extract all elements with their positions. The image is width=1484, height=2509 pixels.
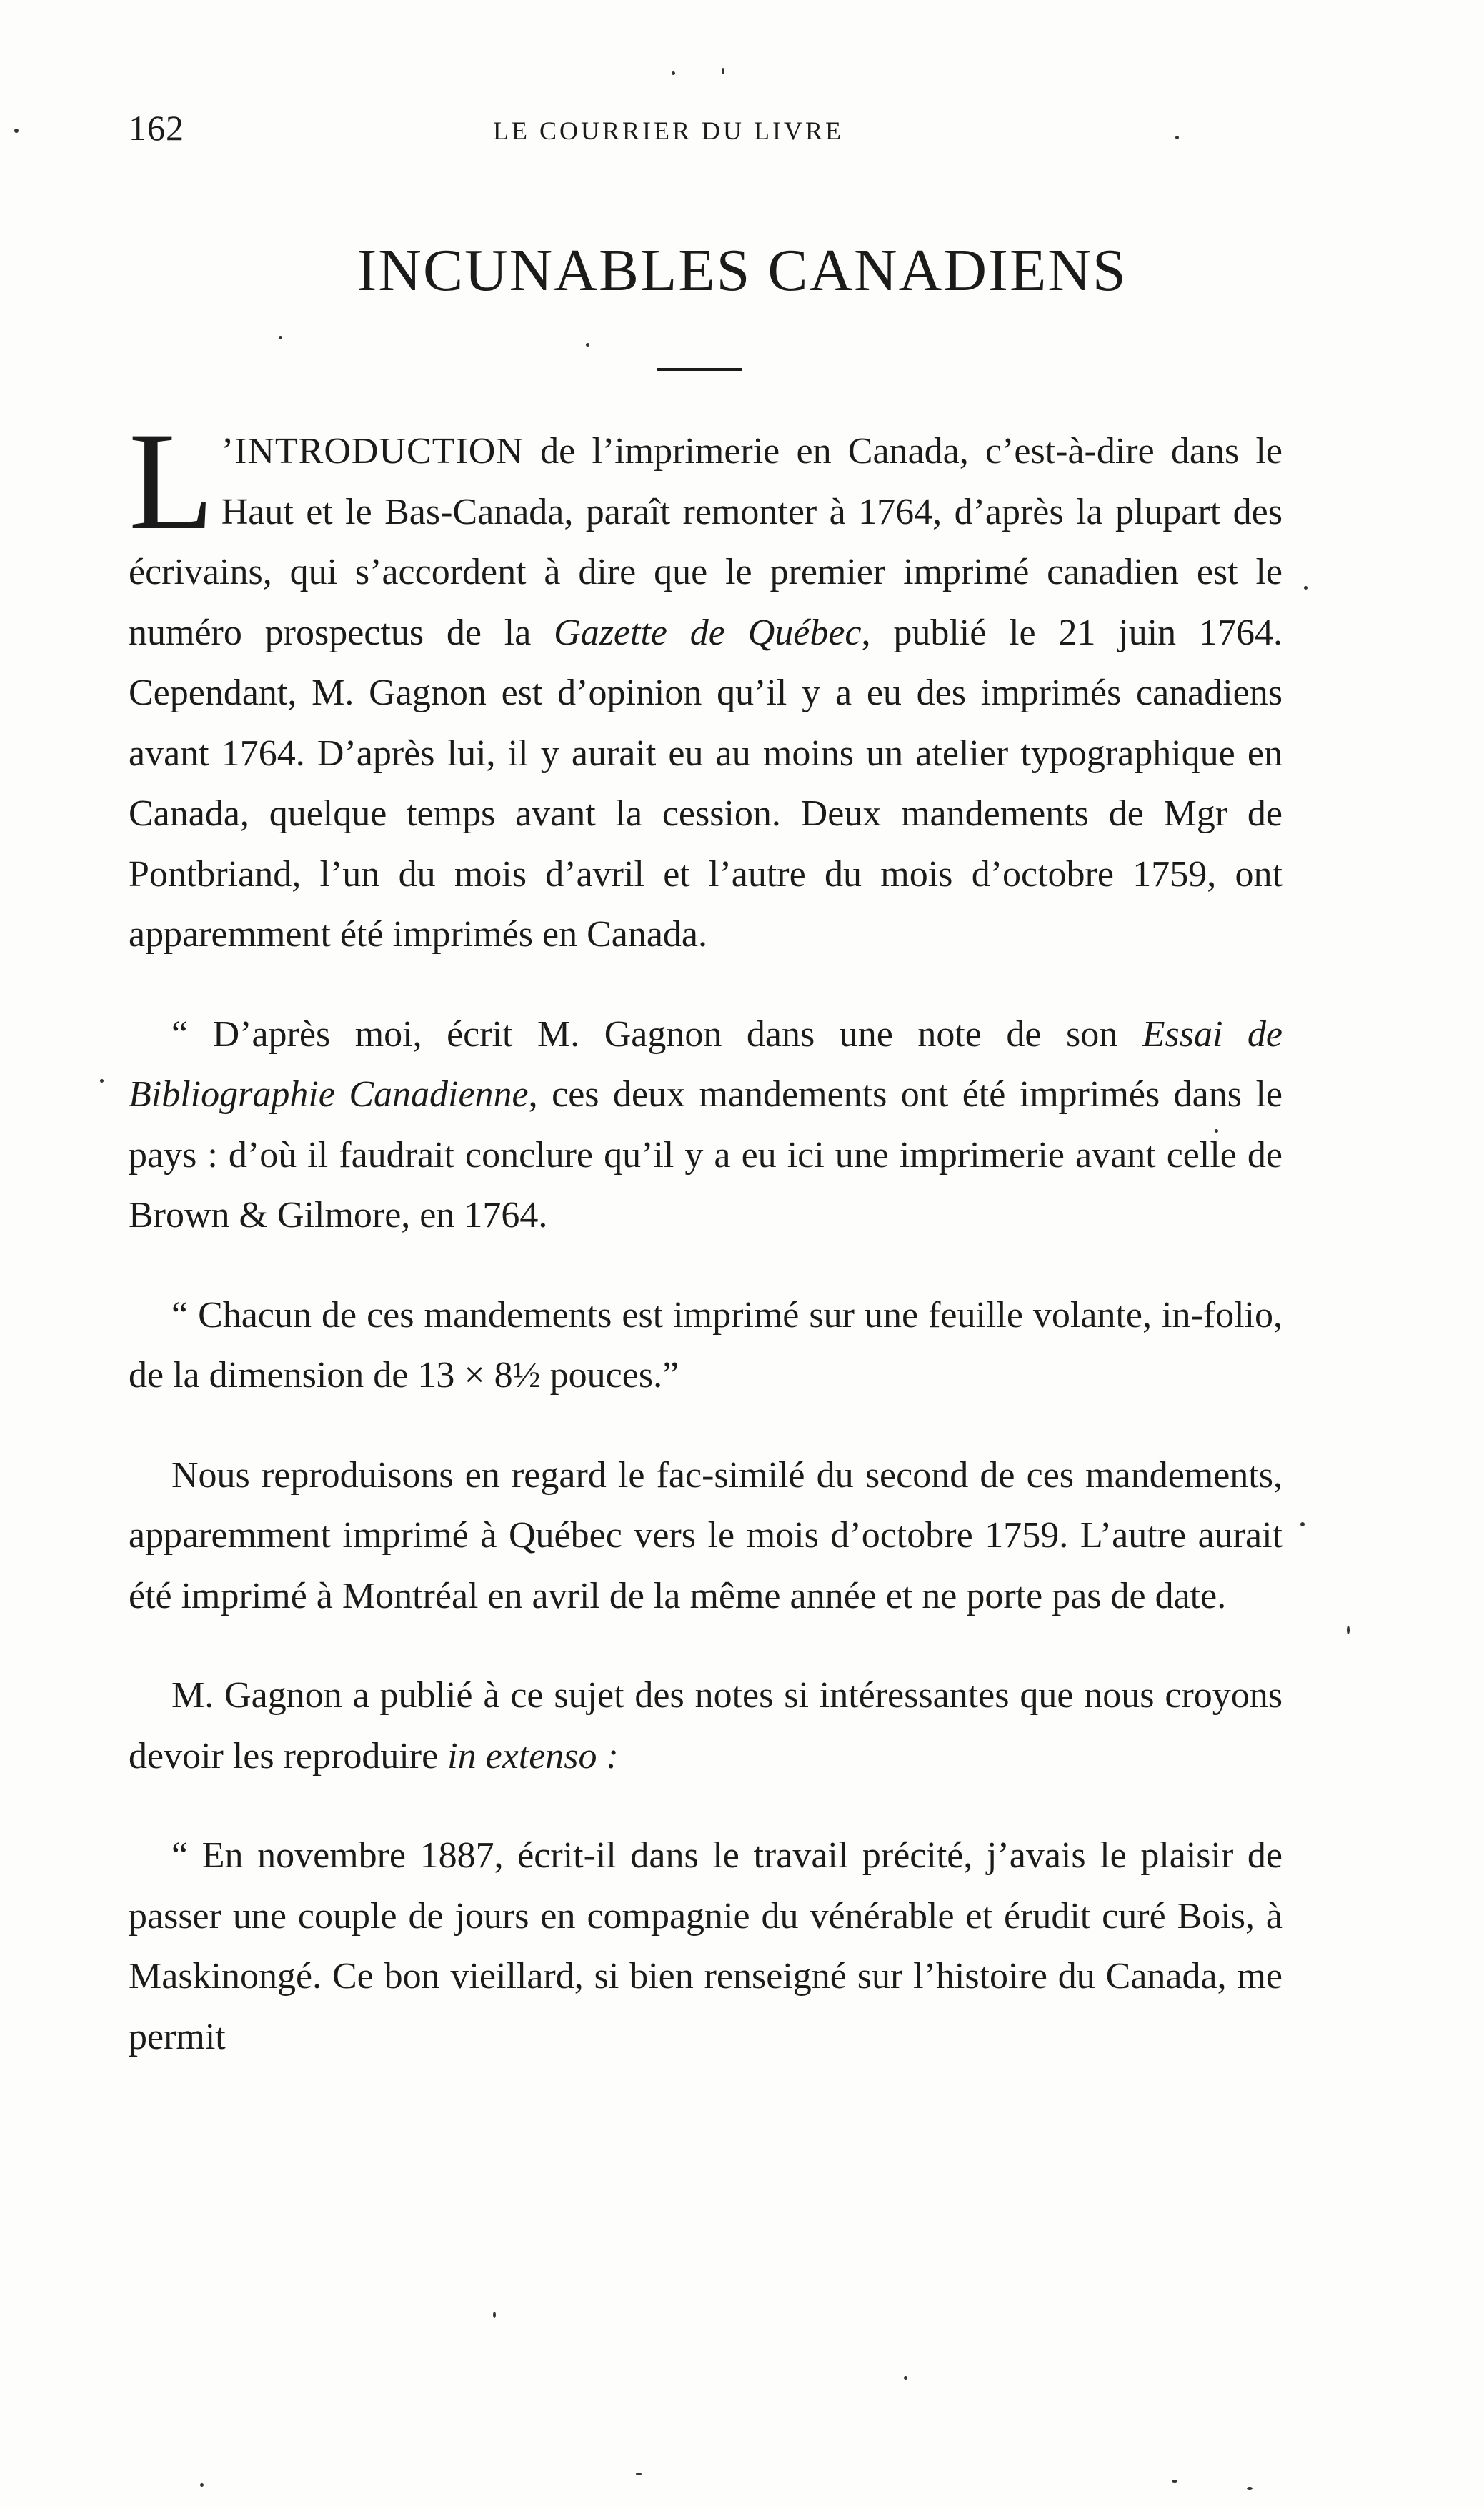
running-header — [129, 107, 1293, 157]
title-rule — [657, 368, 742, 371]
paragraph-2-text-a: “ D’après moi, écrit M. Gagnon dans une note de son — [171, 1013, 1142, 1055]
scan-speck — [672, 71, 675, 75]
journal-title: LE COURRIER DU LIVRE — [493, 116, 844, 145]
scan-speck — [1215, 1129, 1218, 1133]
scan-speck — [1247, 2487, 1253, 2490]
paragraph-5 — [129, 1666, 1283, 1787]
article-body — [129, 404, 1283, 2067]
scan-speck — [493, 2312, 496, 2318]
paragraph-3: “ Chacun de ces mandements est imprimé sur une feuille volante, in-folio, de la dimension de 13 × 8½ pouces.” — [129, 1294, 1283, 1396]
paragraph-4: Nous reproduisons en regard le fac-similé du second de ces mandements, apparemment imprimé à Québec vers le mois d’octobre 1759. L’autre aurait été imprimé à Montréal en avril de la même année et ne porte pas de date. — [129, 1454, 1283, 1616]
in-extenso-phrase: in extenso : — [447, 1735, 619, 1777]
paragraph-2-text-b: , ces deux mandements ont été imprimés dans le pays : d’où il faudrait conclure qu’il y a eu ici une imprimerie avant celle de Brown & Gilmore, en 1764. — [129, 1074, 1283, 1236]
book-title: Essai de Bibliographie Canadienne — [129, 1013, 1283, 1115]
newspaper-title: Gazette de Québec — [554, 612, 862, 653]
page-number: 162 — [129, 108, 184, 148]
scan-speck — [1175, 136, 1179, 139]
drop-cap: L — [129, 404, 214, 559]
scan-speck — [586, 343, 589, 347]
scan-speck — [1347, 1626, 1350, 1634]
article-title: INCUNABLES CANADIENS — [357, 237, 1127, 304]
paragraph-6: “ En novembre 1887, écrit-il dans le travail précité, j’avais le plaisir de passer une couple de jours en compagnie du vénérable et érudit curé Bois, à Maskinongé. Ce bon vieillard, si bien renseigné sur l’histoire du Canada, me permit — [129, 1835, 1283, 2057]
scan-speck — [200, 2483, 204, 2487]
scan-speck — [1304, 586, 1308, 590]
paragraph-1-first-word: ’INTRODUCTION — [221, 431, 524, 472]
scan-speck — [100, 1079, 104, 1083]
scan-speck — [904, 2376, 907, 2380]
scan-speck — [1172, 2480, 1177, 2483]
scan-speck — [1300, 1522, 1305, 1526]
scan-speck — [279, 336, 282, 339]
scan-speck — [722, 68, 724, 74]
paragraph-1-text-b: , publié le 21 juin 1764. Cependant, M. Gagnon est d’opinion qu’il y a eu des imprimés canadiens avant 1764. D’après lui, il y aurait eu au moins un atelier typographique en Canada, quelque temps avant la cession. Deux mandements de Mgr de Pontbriand, l’un du mois d’avril et l’autre du mois d’octobre 1759, ont apparemment été imprimés en Canada. — [129, 612, 1283, 955]
paragraph-1-text-a: de l’imprimerie en Canada, c’est-à-dire dans le Haut et le Bas-Canada, paraît remonter à 1764, d’après la plupart des écrivains, qui s’accordent à dire que le premier imprimé canadien est le numéro prospectus de la — [129, 431, 1283, 653]
paragraph-5-text: M. Gagnon a publié à ce sujet des notes si intéressantes que nous croyons devoir les reproduire — [129, 1675, 1283, 1777]
scan-speck — [14, 129, 19, 133]
paragraph-1 — [129, 404, 1283, 965]
paragraph-2 — [129, 1005, 1283, 1246]
scan-speck — [636, 2473, 642, 2475]
